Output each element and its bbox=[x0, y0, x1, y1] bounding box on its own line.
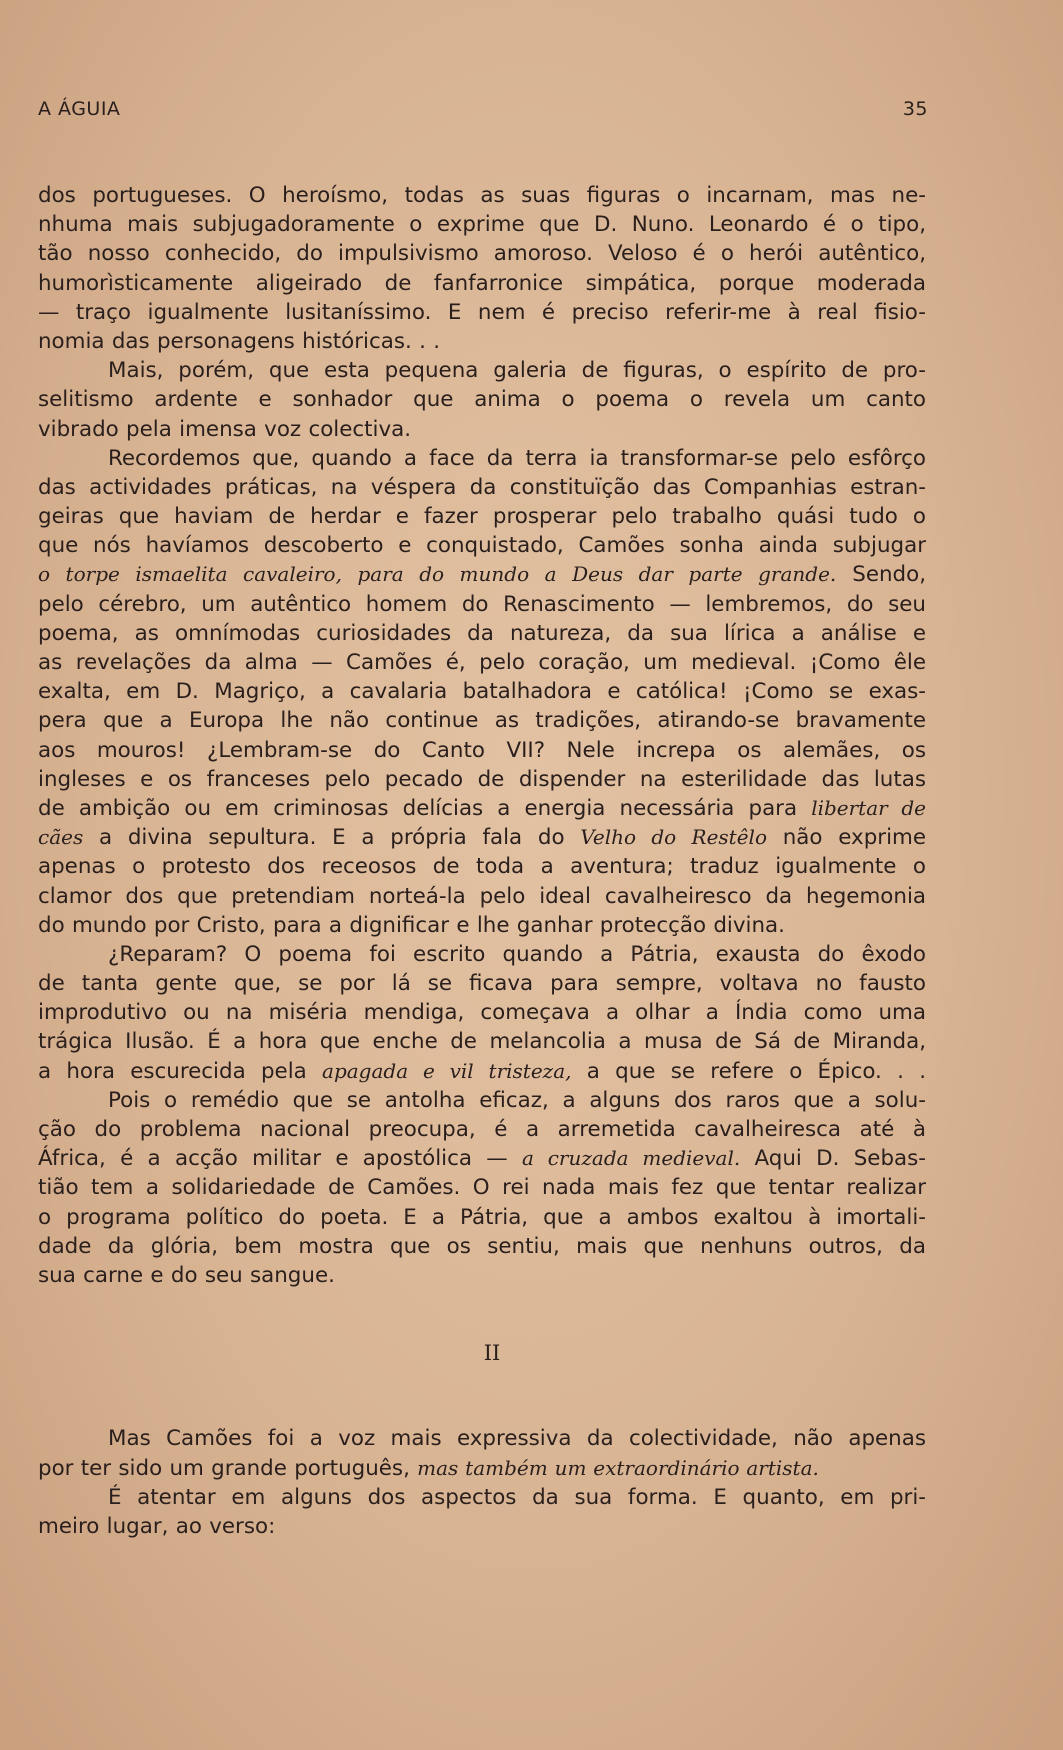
line-text: clamor dos que pretendiam norteá-la pelo ideal cavalheiresco da hegemonia bbox=[38, 883, 926, 909]
text-line bbox=[38, 327, 926, 356]
line-text: não exprime bbox=[767, 825, 927, 851]
text-line bbox=[38, 356, 926, 385]
text-line bbox=[38, 239, 926, 268]
line-text: ção do problema nacional preocupa, é a arremetida cavalheiresca até à bbox=[38, 1117, 926, 1142]
text-line bbox=[38, 1115, 926, 1144]
line-text: dade da glória, bem mostra que os sentiu, mais que nenhuns outros, da bbox=[38, 1233, 926, 1259]
text-line bbox=[38, 1512, 926, 1541]
body-text bbox=[38, 181, 926, 1541]
line-text: ¿Reparam? O poema foi escrito quando a Pátria, exausta do êxodo bbox=[108, 941, 926, 967]
text-line bbox=[38, 1203, 926, 1232]
text-line bbox=[38, 1261, 926, 1290]
text-line bbox=[38, 823, 926, 852]
text-line bbox=[38, 1483, 926, 1512]
line-text: do mundo por Cristo, para a dignificar e lhe ganhar protecção divina. bbox=[38, 912, 785, 938]
line-text: a hora escurecida pela bbox=[38, 1058, 323, 1084]
running-head bbox=[38, 98, 928, 120]
line-text: pera que a Europa lhe não continue as tradições, atirando-se bravamente bbox=[38, 708, 926, 734]
text-block-2 bbox=[38, 1424, 926, 1541]
text-line bbox=[38, 706, 926, 735]
line-text: nomia das personagens históricas. . . bbox=[38, 328, 440, 354]
text-line bbox=[38, 1454, 926, 1483]
line-text: dos portugueses. O heroísmo, todas as suas figuras o incarnam, mas ne- bbox=[38, 183, 926, 208]
text-line bbox=[38, 269, 926, 298]
text-line bbox=[38, 765, 926, 794]
line-text: selitismo ardente e sonhador que anima o poema o revela um canto bbox=[38, 387, 926, 413]
italic-text: Velho do Restêlo bbox=[580, 825, 767, 850]
line-text: Recordemos que, quando a face da terra ia transformar-se pelo esfôrço bbox=[108, 445, 926, 471]
line-text: apenas o protesto dos receosos de toda a aventura; traduz igualmente o bbox=[38, 854, 926, 880]
line-text: sua carne e do seu sangue. bbox=[38, 1262, 335, 1288]
text-line bbox=[38, 444, 926, 473]
line-text: Sendo, bbox=[836, 562, 927, 588]
text-line bbox=[38, 560, 926, 589]
section-gap bbox=[38, 1290, 926, 1339]
line-text: É atentar em alguns dos aspectos da sua forma. E quanto, em pri- bbox=[108, 1484, 926, 1510]
text-line bbox=[38, 385, 926, 414]
text-line bbox=[38, 1173, 926, 1202]
text-line bbox=[38, 794, 926, 823]
text-line bbox=[38, 590, 926, 619]
line-text: Mas Camões foi a voz mais expressiva da colectividade, não apenas bbox=[108, 1426, 926, 1452]
text-line bbox=[38, 415, 926, 444]
line-text: pelo cérebro, um autêntico homem do Renascimento — lembremos, do seu bbox=[38, 591, 926, 617]
text-line bbox=[38, 619, 926, 648]
text-line bbox=[38, 882, 926, 911]
line-text: trágica Ilusão. É a hora que enche de melancolia a musa de Sá de Miranda, bbox=[38, 1029, 926, 1055]
line-text: a que se refere o Épico. . . bbox=[571, 1058, 926, 1084]
text-line bbox=[38, 1086, 926, 1115]
italic-text: cães bbox=[38, 825, 84, 850]
section-number: II bbox=[483, 1341, 501, 1366]
line-text: ingleses e os franceses pelo pecado de dispender na esterilidade das lutas bbox=[38, 766, 926, 792]
line-text: Mais, porém, que esta pequena galeria de figuras, o espírito de pro- bbox=[108, 358, 926, 384]
line-text: o programa político do poeta. E a Pátria, que a ambos exaltou à imortali- bbox=[38, 1204, 926, 1230]
line-text: das actividades práticas, na véspera da constituïção das Companhias estran- bbox=[38, 474, 926, 500]
page-number: 35 bbox=[902, 98, 928, 120]
line-text: que nós havíamos descoberto e conquistado, Camões sonha ainda subjugar bbox=[38, 533, 926, 559]
line-text: — traço igualmente lusitaníssimo. E nem é preciso referir-me à real fisio- bbox=[38, 299, 926, 325]
line-text: Pois o remédio que se antolha eficaz, a alguns dos raros que a solu- bbox=[108, 1087, 926, 1113]
text-line bbox=[38, 502, 926, 531]
line-text: Aqui D. Sebas- bbox=[740, 1146, 927, 1172]
line-text: a divina sepultura. E a própria fala do bbox=[83, 825, 581, 851]
line-text: vibrado pela imensa voz colectiva. bbox=[38, 416, 412, 442]
italic-text: o torpe ismaelita cavaleiro, para do mundo a Deus dar parte grande. bbox=[38, 562, 837, 587]
text-line bbox=[38, 648, 926, 677]
text-line bbox=[38, 1232, 926, 1261]
italic-text: mas também um extraordinário artista. bbox=[417, 1455, 819, 1480]
line-text: tão nosso conhecido, do impulsivismo amoroso. Veloso é o herói autêntico, bbox=[38, 241, 926, 267]
line-text: de ambição ou em criminosas delícias a energia necessária para bbox=[38, 795, 812, 821]
text-line bbox=[38, 1027, 926, 1056]
line-text: nhuma mais subjugadoramente o exprime que D. Nuno. Leonardo é o tipo, bbox=[38, 212, 926, 238]
section-gap bbox=[38, 1368, 926, 1424]
text-line bbox=[38, 1057, 926, 1086]
text-line bbox=[38, 1144, 926, 1173]
text-block-1 bbox=[38, 181, 926, 1290]
line-text: exalta, em D. Magriço, a cavalaria batalhadora e católica! ¡Como se exas- bbox=[38, 679, 926, 705]
line-text: tião tem a solidariedade de Camões. O rei nada mais fez que tentar realizar bbox=[38, 1175, 926, 1201]
text-line bbox=[38, 940, 926, 969]
line-text: improdutivo ou na miséria mendiga, começava a olhar a Índia como uma bbox=[38, 1000, 926, 1026]
line-text: aos mouros! ¿Lembram-se do Canto VII? Nele increpa os alemães, os bbox=[38, 737, 926, 763]
text-line bbox=[38, 677, 926, 706]
journal-title: A ÁGUIA bbox=[38, 98, 121, 120]
line-text: África, é a acção militar e apostólica — bbox=[38, 1146, 522, 1172]
text-line bbox=[38, 473, 926, 502]
line-text: poema, as omnímodas curiosidades da natureza, da sua lírica a análise e bbox=[38, 620, 926, 646]
line-text: as revelações da alma — Camões é, pelo coração, um medieval. ¡Como êle bbox=[38, 650, 926, 675]
text-line bbox=[38, 911, 926, 940]
italic-text: libertar de bbox=[811, 795, 926, 820]
text-line bbox=[38, 969, 926, 998]
italic-text: a cruzada medieval. bbox=[521, 1146, 741, 1171]
text-line bbox=[38, 736, 926, 765]
line-text: humorìsticamente aligeirado de fanfarronice simpática, porque moderada bbox=[38, 270, 926, 296]
text-line bbox=[38, 210, 926, 239]
text-line bbox=[38, 998, 926, 1027]
line-text: de tanta gente que, se por lá se ficava para sempre, voltava no fausto bbox=[38, 971, 926, 997]
italic-text: apagada e vil tristeza, bbox=[322, 1058, 572, 1083]
text-line bbox=[38, 298, 926, 327]
text-line bbox=[38, 181, 926, 210]
line-text: geiras que haviam de herdar e fazer prosperar pelo trabalho quási tudo o bbox=[38, 504, 926, 530]
text-line bbox=[38, 531, 926, 560]
text-line bbox=[38, 852, 926, 881]
text-line bbox=[38, 1424, 926, 1453]
line-text: por ter sido um grande português, bbox=[38, 1455, 418, 1481]
line-text: meiro lugar, ao verso: bbox=[38, 1513, 276, 1539]
